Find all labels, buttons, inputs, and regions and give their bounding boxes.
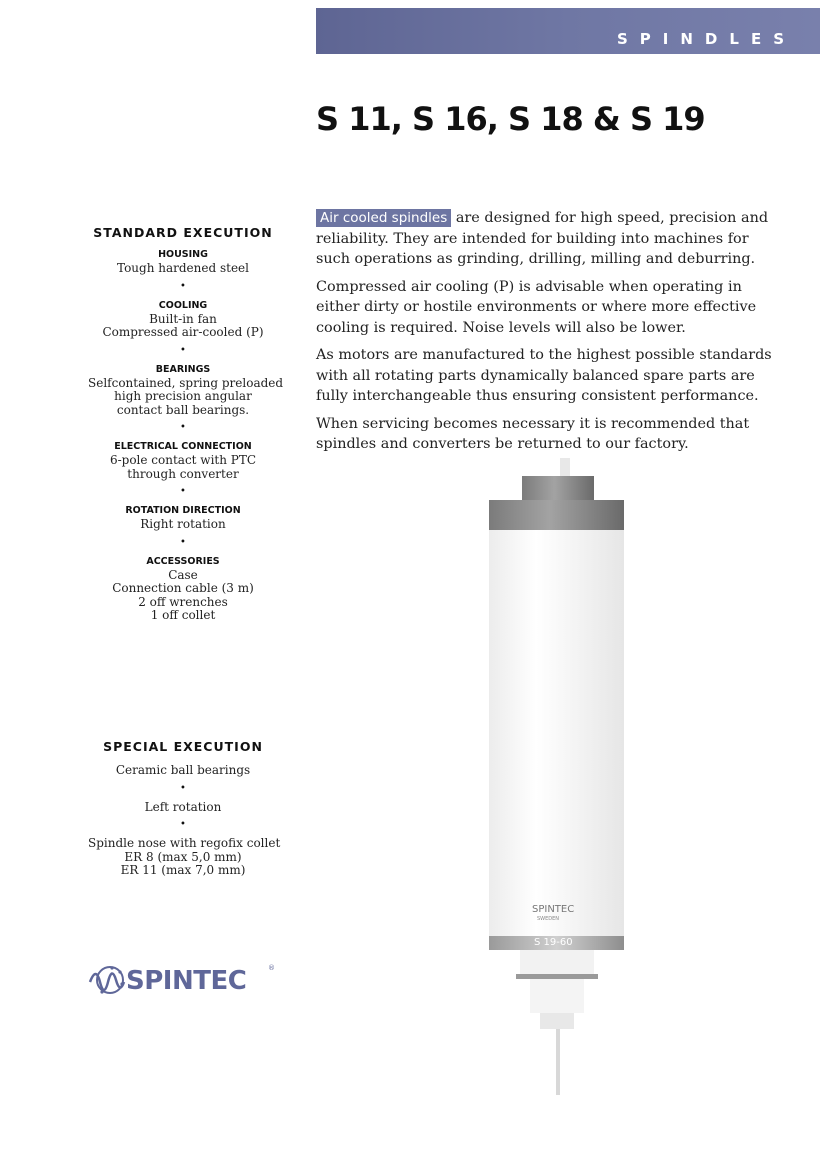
spindle-model-label: S 19-60 bbox=[534, 937, 573, 948]
spindle-drawing bbox=[482, 458, 632, 1098]
bullet-separator: • bbox=[180, 344, 186, 356]
bullet-separator: • bbox=[180, 819, 186, 830]
paragraph-2: Compressed air cooling (P) is advisable when operating in either dirty or hostile environments or where more effective cooling is required. Noise levels will also be lower. bbox=[316, 278, 757, 336]
bullet-separator: • bbox=[180, 782, 186, 794]
bearings-text: high precision angular bbox=[114, 389, 252, 403]
cooling-text: Built-in fan bbox=[149, 311, 217, 326]
special-item-text: Spindle nose with regofix collet bbox=[88, 836, 281, 850]
paragraph-1 bbox=[316, 208, 776, 270]
paragraph-4: When servicing becomes necessary it is recommended that spindles and converters be returned to our factory. bbox=[316, 415, 750, 452]
banner-title: SPINDLES bbox=[617, 30, 796, 48]
paragraph-1-rest: are designed for high speed, precision and reliability. They are intended for building into machines for such operations as grinding, drilling, milling and deburring. bbox=[316, 210, 769, 267]
page-title: S 11, S 16, S 18 & S 19 bbox=[316, 100, 705, 138]
bullet-separator: • bbox=[180, 422, 186, 433]
accessories-text: 1 off collet bbox=[150, 608, 216, 622]
accessories-text: Case bbox=[168, 567, 198, 582]
bullet-separator: • bbox=[180, 486, 186, 497]
special-execution-heading: SPECIAL EXECUTION bbox=[103, 739, 263, 754]
bullet-separator: • bbox=[180, 280, 186, 292]
spindle-origin-label: SWEDEN bbox=[537, 916, 560, 922]
cooling-text: Compressed air-cooled (P) bbox=[102, 325, 264, 339]
special-execution-section bbox=[88, 739, 281, 878]
accessories-text: 2 off wrenches bbox=[138, 594, 228, 609]
special-item-text: Left rotation bbox=[144, 799, 222, 814]
electrical-connection-text: 6-pole contact with PTC bbox=[109, 453, 257, 467]
cooling-heading: COOLING bbox=[158, 299, 208, 311]
description-text bbox=[316, 208, 776, 462]
accessories-text: Connection cable (3 m) bbox=[112, 581, 254, 595]
spintec-logo bbox=[88, 962, 278, 1004]
housing-heading: HOUSING bbox=[158, 249, 208, 260]
spindle-image bbox=[482, 458, 632, 1098]
registered-mark: ® bbox=[268, 964, 275, 972]
rotation-direction-text: Right rotation bbox=[140, 517, 226, 531]
special-item-text: ER 8 (max 5,0 mm) bbox=[124, 849, 242, 864]
special-item-text: Ceramic ball bearings bbox=[115, 763, 251, 777]
paragraph-3: As motors are manufactured to the highest possible standards with all rotating parts dynamically balanced spare parts are fully interchangeable thus ensuring consistent performance. bbox=[316, 347, 772, 404]
electrical-connection-text: through converter bbox=[127, 466, 239, 481]
standard-execution-section bbox=[88, 225, 284, 623]
housing-text: Tough hardened steel bbox=[117, 261, 249, 275]
bearings-heading: BEARINGS bbox=[155, 363, 211, 375]
rotation-direction-heading: ROTATION DIRECTION bbox=[125, 505, 241, 516]
spindle-brand-label: SPINTEC bbox=[532, 904, 575, 915]
standard-execution-heading: STANDARD EXECUTION bbox=[93, 225, 273, 240]
accessories-heading: ACCESSORIES bbox=[146, 555, 220, 567]
spintec-wave-icon bbox=[88, 962, 128, 1002]
special-item-text: ER 11 (max 7,0 mm) bbox=[120, 863, 246, 877]
header-banner bbox=[316, 8, 820, 54]
electrical-connection-heading: ELECTRICAL CONNECTION bbox=[114, 441, 252, 452]
bullet-separator: • bbox=[180, 536, 186, 548]
highlight-air-cooled-spindles: Air cooled spindles bbox=[316, 209, 451, 227]
bearings-text: contact ball bearings. bbox=[116, 402, 250, 417]
logo-text: SPINTEC bbox=[126, 966, 247, 996]
bearings-text: Selfcontained, spring preloaded bbox=[88, 375, 284, 390]
